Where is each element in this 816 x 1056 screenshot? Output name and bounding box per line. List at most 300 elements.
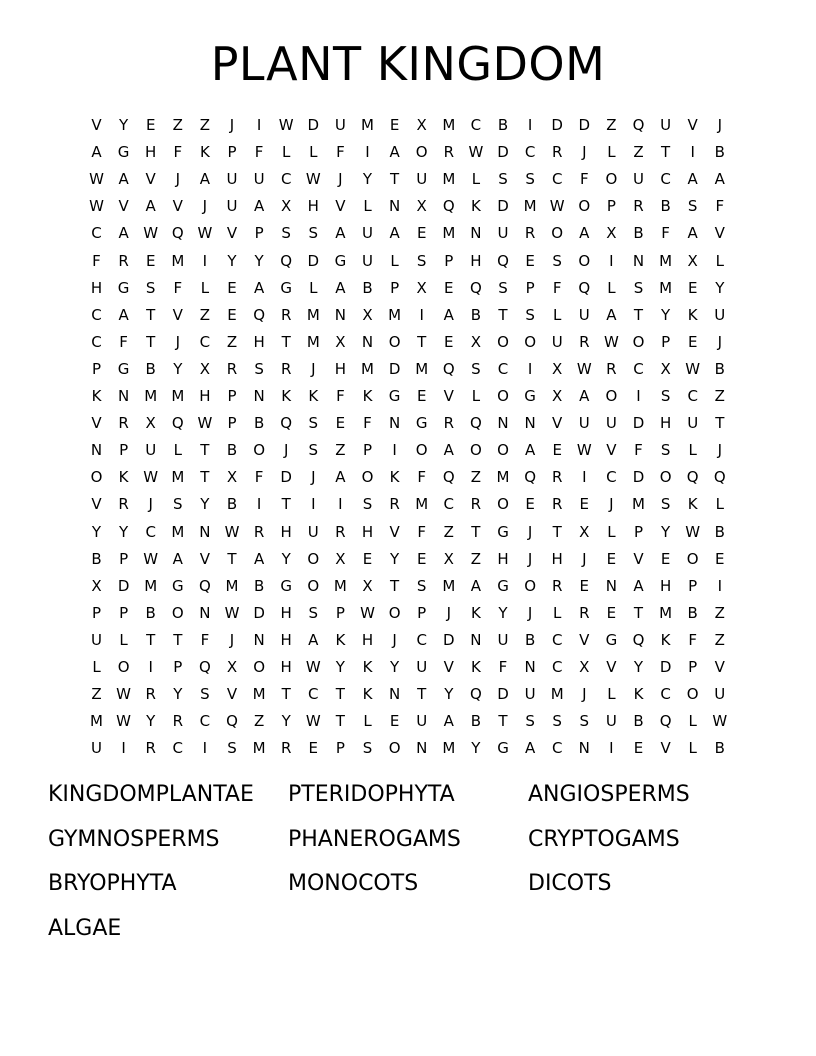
grid-letter[interactable]: L — [607, 278, 616, 297]
grid-letter[interactable]: E — [227, 305, 237, 324]
grid-letter[interactable]: Q — [442, 197, 455, 216]
grid-letter[interactable]: M — [659, 603, 673, 622]
grid-letter[interactable]: F — [688, 630, 697, 649]
grid-letter[interactable]: D — [388, 359, 401, 378]
grid-letter[interactable]: Q — [442, 359, 455, 378]
grid-letter[interactable]: B — [145, 603, 156, 622]
grid-letter[interactable]: A — [524, 739, 536, 758]
grid-letter[interactable]: W — [143, 468, 159, 487]
grid-letter[interactable]: Z — [714, 630, 725, 649]
grid-letter[interactable]: V — [118, 197, 129, 216]
grid-letter[interactable]: O — [307, 549, 320, 568]
grid-letter[interactable]: C — [416, 630, 427, 649]
grid-letter[interactable]: S — [416, 576, 427, 595]
grid-letter[interactable]: L — [471, 170, 481, 189]
grid-letter[interactable]: I — [609, 739, 614, 758]
grid-letter[interactable]: X — [362, 576, 373, 595]
grid-letter[interactable]: F — [634, 441, 643, 460]
grid-letter[interactable]: Q — [226, 712, 238, 731]
grid-letter[interactable]: L — [607, 522, 616, 541]
grid-letter[interactable]: M — [442, 170, 456, 189]
grid-letter[interactable]: E — [606, 603, 617, 622]
grid-letter[interactable]: I — [121, 739, 126, 758]
grid-letter[interactable]: A — [253, 197, 265, 216]
grid-letter[interactable]: S — [416, 251, 427, 270]
grid-letter[interactable]: J — [527, 549, 533, 568]
grid-letter[interactable]: A — [253, 549, 265, 568]
grid-letter[interactable]: F — [92, 251, 101, 270]
grid-letter[interactable]: A — [308, 630, 319, 649]
grid-letter[interactable]: D — [443, 630, 455, 649]
grid-letter[interactable]: U — [605, 414, 617, 433]
grid-letter[interactable]: M — [442, 224, 456, 243]
grid-letter[interactable]: K — [91, 387, 102, 405]
grid-letter[interactable]: D — [307, 116, 320, 134]
grid-letter[interactable]: I — [690, 143, 695, 162]
grid-letter[interactable]: V — [443, 658, 454, 676]
grid-letter[interactable]: U — [524, 685, 536, 704]
grid-letter[interactable]: Q — [280, 251, 293, 270]
grid-letter[interactable]: F — [254, 143, 264, 162]
grid-letter[interactable]: X — [226, 658, 238, 676]
grid-letter[interactable]: W — [468, 143, 484, 162]
grid-letter[interactable]: G — [605, 630, 618, 649]
grid-letter[interactable]: R — [551, 143, 563, 162]
grid-letter[interactable]: I — [527, 116, 533, 134]
grid-letter[interactable]: A — [443, 441, 454, 460]
grid-letter[interactable]: E — [416, 549, 427, 568]
grid-letter[interactable]: A — [118, 224, 129, 243]
grid-letter[interactable]: O — [605, 387, 618, 405]
grid-letter[interactable]: E — [444, 278, 454, 297]
grid-letter[interactable]: A — [524, 441, 536, 460]
grid-letter[interactable]: N — [117, 387, 130, 405]
grid-letter[interactable]: C — [660, 685, 671, 704]
grid-letter[interactable]: Q — [469, 414, 482, 433]
grid-letter[interactable]: J — [311, 359, 316, 378]
grid-letter[interactable]: Z — [714, 603, 725, 622]
grid-letter[interactable]: C — [91, 224, 102, 243]
grid-letter[interactable]: P — [227, 414, 237, 433]
grid-letter[interactable]: R — [551, 468, 563, 487]
grid-letter[interactable]: X — [335, 549, 346, 568]
grid-letter[interactable]: T — [661, 143, 671, 162]
grid-letter[interactable]: S — [525, 170, 535, 189]
grid-letter[interactable]: C — [91, 305, 102, 324]
grid-letter[interactable]: Y — [227, 251, 237, 270]
grid-letter[interactable]: Q — [713, 468, 726, 487]
grid-letter[interactable]: R — [633, 197, 644, 216]
grid-letter[interactable]: S — [525, 712, 535, 731]
grid-letter[interactable]: S — [687, 197, 698, 216]
grid-letter[interactable]: Q — [469, 685, 482, 704]
grid-letter[interactable]: B — [714, 359, 725, 378]
grid-letter[interactable]: I — [256, 495, 262, 514]
grid-letter[interactable]: Y — [254, 251, 264, 270]
grid-letter[interactable]: J — [338, 170, 343, 189]
grid-letter[interactable]: U — [714, 305, 726, 324]
grid-letter[interactable]: Z — [633, 143, 644, 162]
grid-letter[interactable]: X — [416, 197, 427, 216]
grid-letter[interactable]: Y — [281, 549, 291, 568]
grid-letter[interactable]: J — [311, 468, 316, 487]
grid-letter[interactable]: O — [497, 495, 509, 514]
grid-letter[interactable]: E — [362, 549, 373, 568]
grid-letter[interactable]: W — [685, 522, 701, 541]
grid-letter[interactable]: T — [335, 712, 345, 731]
grid-letter[interactable]: Y — [146, 712, 156, 731]
grid-letter[interactable]: T — [390, 170, 400, 189]
grid-letter[interactable]: C — [199, 712, 211, 731]
grid-letter[interactable]: U — [362, 224, 373, 243]
grid-letter[interactable]: C — [551, 170, 563, 189]
grid-letter[interactable]: M — [659, 251, 673, 270]
grid-letter[interactable]: D — [497, 143, 509, 162]
grid-letter[interactable]: L — [607, 685, 616, 704]
grid-letter[interactable]: Z — [606, 116, 617, 134]
grid-letter[interactable]: O — [632, 332, 645, 351]
grid-letter[interactable]: V — [579, 630, 590, 649]
grid-letter[interactable]: J — [392, 630, 397, 649]
grid-letter[interactable]: W — [360, 603, 375, 622]
grid-letter[interactable]: O — [497, 441, 509, 460]
grid-letter[interactable]: U — [91, 739, 102, 758]
grid-letter[interactable]: I — [202, 739, 208, 758]
grid-letter[interactable]: B — [633, 712, 644, 731]
grid-letter[interactable]: Y — [119, 116, 129, 134]
grid-letter[interactable]: P — [173, 658, 183, 676]
grid-letter[interactable]: Q — [171, 414, 184, 433]
grid-letter[interactable]: Y — [444, 685, 454, 704]
grid-letter[interactable]: I — [148, 658, 153, 676]
grid-letter[interactable]: U — [633, 170, 644, 189]
grid-letter[interactable]: A — [579, 224, 590, 243]
grid-letter[interactable]: D — [117, 576, 130, 595]
grid-letter[interactable]: W — [576, 441, 592, 460]
grid-letter[interactable]: O — [686, 549, 699, 568]
grid-letter[interactable]: B — [145, 359, 156, 378]
grid-letter[interactable]: D — [307, 251, 320, 270]
grid-letter[interactable]: F — [254, 468, 264, 487]
grid-letter[interactable]: J — [283, 441, 289, 460]
grid-letter[interactable]: X — [199, 359, 211, 378]
grid-letter[interactable]: R — [470, 495, 482, 514]
grid-letter[interactable]: C — [551, 739, 563, 758]
grid-letter[interactable]: E — [525, 495, 535, 514]
grid-letter[interactable]: R — [443, 143, 455, 162]
grid-letter[interactable]: Y — [281, 712, 291, 731]
grid-letter[interactable]: K — [687, 495, 698, 514]
grid-letter[interactable]: J — [527, 522, 533, 541]
grid-letter[interactable]: K — [281, 387, 292, 405]
grid-letter[interactable]: N — [632, 251, 645, 270]
grid-letter[interactable]: C — [280, 170, 292, 189]
grid-letter[interactable]: W — [89, 197, 104, 216]
grid-letter[interactable]: Z — [91, 685, 102, 704]
grid-letter[interactable]: V — [91, 495, 102, 514]
grid-letter[interactable]: A — [714, 170, 725, 189]
grid-letter[interactable]: M — [252, 685, 266, 704]
grid-letter[interactable]: C — [308, 685, 319, 704]
grid-letter[interactable]: K — [199, 143, 210, 162]
grid-letter[interactable]: H — [280, 658, 292, 676]
grid-letter[interactable]: W — [712, 712, 728, 731]
grid-letter[interactable]: O — [659, 468, 672, 487]
grid-letter[interactable]: T — [715, 414, 725, 433]
grid-letter[interactable]: P — [227, 143, 237, 162]
grid-letter[interactable]: P — [362, 441, 373, 460]
grid-letter[interactable]: Y — [661, 305, 671, 324]
grid-letter[interactable]: L — [715, 495, 724, 514]
grid-letter[interactable]: J — [148, 495, 153, 514]
grid-letter[interactable]: W — [278, 116, 294, 134]
grid-letter[interactable]: V — [91, 116, 102, 134]
grid-letter[interactable]: M — [388, 305, 402, 324]
grid-letter[interactable]: O — [578, 197, 591, 216]
grid-letter[interactable]: E — [416, 224, 427, 243]
grid-letter[interactable]: A — [172, 549, 183, 568]
grid-letter[interactable]: C — [443, 495, 455, 514]
grid-letter[interactable]: E — [416, 387, 427, 405]
grid-letter[interactable]: L — [688, 712, 697, 731]
grid-letter[interactable]: S — [308, 414, 319, 433]
grid-letter[interactable]: J — [175, 332, 181, 351]
grid-letter[interactable]: T — [281, 495, 291, 514]
grid-letter[interactable]: A — [443, 305, 454, 324]
grid-letter[interactable]: A — [199, 170, 211, 189]
grid-letter[interactable]: V — [226, 685, 238, 704]
grid-letter[interactable]: J — [582, 685, 587, 704]
grid-letter[interactable]: S — [145, 278, 156, 297]
grid-letter[interactable]: K — [633, 685, 644, 704]
grid-letter[interactable]: S — [498, 170, 508, 189]
grid-letter[interactable]: P — [444, 251, 454, 270]
grid-letter[interactable]: S — [308, 224, 319, 243]
grid-letter[interactable]: B — [497, 116, 509, 134]
grid-letter[interactable]: V — [552, 414, 563, 433]
grid-letter[interactable]: J — [202, 197, 208, 216]
grid-letter[interactable]: F — [336, 387, 345, 405]
grid-letter[interactable]: L — [607, 143, 616, 162]
grid-letter[interactable]: Y — [633, 658, 644, 676]
grid-letter[interactable]: F — [498, 658, 508, 676]
grid-letter[interactable]: X — [552, 359, 563, 378]
grid-letter[interactable]: P — [91, 359, 102, 378]
grid-letter[interactable]: Y — [335, 658, 345, 676]
grid-letter[interactable]: H — [307, 197, 319, 216]
grid-letter[interactable]: C — [551, 658, 563, 676]
grid-letter[interactable]: N — [199, 603, 211, 622]
grid-letter[interactable]: B — [470, 305, 482, 324]
grid-letter[interactable]: K — [362, 387, 373, 405]
grid-letter[interactable]: H — [145, 143, 157, 162]
grid-letter[interactable]: F — [661, 224, 670, 243]
grid-letter[interactable]: G — [117, 143, 130, 162]
grid-letter[interactable]: Q — [659, 712, 672, 731]
grid-letter[interactable]: V — [714, 658, 725, 676]
grid-letter[interactable]: S — [552, 712, 562, 731]
grid-letter[interactable]: Z — [253, 712, 265, 731]
grid-letter[interactable]: K — [389, 468, 400, 487]
grid-letter[interactable]: W — [305, 712, 321, 731]
grid-letter[interactable]: Q — [578, 278, 591, 297]
grid-letter[interactable]: L — [471, 387, 481, 405]
grid-letter[interactable]: M — [361, 359, 374, 378]
grid-letter[interactable]: B — [714, 522, 725, 541]
grid-letter[interactable]: D — [659, 658, 672, 676]
grid-letter[interactable]: V — [335, 197, 346, 216]
grid-letter[interactable]: M — [144, 576, 158, 595]
grid-letter[interactable]: D — [551, 116, 563, 134]
grid-letter[interactable]: N — [361, 332, 374, 351]
grid-letter[interactable]: U — [714, 685, 726, 704]
grid-letter[interactable]: Y — [173, 685, 183, 704]
grid-letter[interactable]: W — [305, 170, 321, 189]
grid-letter[interactable]: C — [660, 170, 671, 189]
grid-letter[interactable]: C — [91, 332, 102, 351]
grid-letter[interactable]: L — [715, 251, 724, 270]
grid-letter[interactable]: V — [172, 197, 183, 216]
grid-letter[interactable]: C — [606, 468, 617, 487]
grid-letter[interactable]: R — [118, 495, 129, 514]
grid-letter[interactable]: N — [388, 197, 401, 216]
grid-letter[interactable]: U — [362, 251, 373, 270]
grid-letter[interactable]: X — [91, 576, 102, 595]
grid-letter[interactable]: L — [363, 197, 372, 216]
grid-letter[interactable]: I — [527, 359, 533, 378]
grid-letter[interactable]: S — [660, 387, 671, 405]
grid-letter[interactable]: N — [524, 414, 536, 433]
grid-letter[interactable]: A — [606, 305, 617, 324]
grid-letter[interactable]: U — [145, 441, 157, 460]
grid-letter[interactable]: E — [335, 414, 346, 433]
grid-letter[interactable]: N — [199, 522, 211, 541]
grid-letter[interactable]: W — [685, 359, 701, 378]
grid-letter[interactable]: T — [146, 332, 156, 351]
grid-letter[interactable]: Q — [469, 278, 482, 297]
grid-letter[interactable]: T — [633, 305, 644, 324]
grid-letter[interactable]: A — [389, 224, 400, 243]
grid-letter[interactable]: T — [173, 630, 183, 649]
grid-letter[interactable]: S — [471, 359, 481, 378]
grid-letter[interactable]: B — [714, 143, 725, 162]
grid-letter[interactable]: I — [636, 387, 641, 405]
grid-letter[interactable]: A — [335, 468, 346, 487]
grid-letter[interactable]: Y — [200, 495, 210, 514]
grid-letter[interactable]: A — [579, 387, 590, 405]
grid-letter[interactable]: D — [632, 414, 645, 433]
grid-letter[interactable]: J — [582, 143, 587, 162]
grid-letter[interactable]: N — [90, 441, 103, 460]
grid-letter[interactable]: P — [525, 278, 535, 297]
grid-letter[interactable]: W — [143, 224, 159, 243]
grid-letter[interactable]: R — [280, 305, 292, 324]
grid-letter[interactable]: I — [609, 251, 614, 270]
grid-letter[interactable]: N — [497, 414, 509, 433]
grid-letter[interactable]: K — [687, 305, 698, 324]
grid-letter[interactable]: Y — [390, 549, 400, 568]
grid-letter[interactable]: Y — [362, 170, 373, 189]
grid-letter[interactable]: K — [660, 630, 671, 649]
grid-letter[interactable]: L — [553, 305, 562, 324]
grid-letter[interactable]: Q — [632, 630, 645, 649]
grid-letter[interactable]: P — [606, 197, 616, 216]
grid-letter[interactable]: B — [633, 224, 644, 243]
grid-letter[interactable]: F — [417, 522, 426, 541]
grid-letter[interactable]: V — [633, 549, 644, 568]
grid-letter[interactable]: A — [470, 576, 482, 595]
grid-letter[interactable]: M — [333, 576, 347, 595]
grid-letter[interactable]: S — [498, 278, 508, 297]
grid-letter[interactable]: J — [609, 495, 614, 514]
grid-letter[interactable]: S — [552, 251, 562, 270]
grid-letter[interactable]: S — [362, 739, 373, 758]
grid-letter[interactable]: H — [551, 549, 563, 568]
grid-letter[interactable]: V — [443, 387, 454, 405]
grid-letter[interactable]: N — [334, 305, 346, 324]
grid-letter[interactable]: W — [603, 332, 619, 351]
grid-letter[interactable]: U — [687, 414, 699, 433]
grid-letter[interactable]: U — [497, 224, 509, 243]
grid-letter[interactable]: E — [715, 549, 725, 568]
grid-letter[interactable]: N — [253, 630, 265, 649]
grid-letter[interactable]: X — [145, 414, 156, 433]
grid-letter[interactable]: A — [687, 224, 698, 243]
grid-letter[interactable]: J — [229, 630, 235, 649]
grid-letter[interactable]: E — [145, 116, 156, 134]
grid-letter[interactable]: E — [444, 332, 454, 351]
grid-letter[interactable]: S — [227, 739, 237, 758]
grid-letter[interactable]: H — [280, 522, 292, 541]
grid-letter[interactable]: F — [579, 170, 589, 189]
grid-letter[interactable]: P — [688, 658, 698, 676]
grid-letter[interactable]: Y — [390, 658, 400, 676]
grid-letter[interactable]: M — [225, 576, 239, 595]
grid-letter[interactable]: G — [171, 576, 184, 595]
grid-letter[interactable]: T — [146, 305, 156, 324]
grid-letter[interactable]: O — [497, 387, 509, 405]
grid-letter[interactable]: M — [306, 332, 320, 351]
grid-letter[interactable]: B — [687, 603, 698, 622]
grid-letter[interactable]: U — [605, 712, 617, 731]
grid-letter[interactable]: W — [143, 549, 159, 568]
grid-letter[interactable]: T — [200, 468, 210, 487]
grid-letter[interactable]: J — [229, 116, 235, 134]
grid-letter[interactable]: Q — [686, 468, 699, 487]
grid-letter[interactable]: Y — [661, 522, 671, 541]
grid-letter[interactable]: Y — [471, 739, 481, 758]
grid-letter[interactable]: H — [361, 522, 374, 541]
grid-letter[interactable]: T — [390, 576, 400, 595]
grid-letter[interactable]: Z — [199, 305, 211, 324]
grid-letter[interactable]: W — [89, 170, 104, 189]
grid-letter[interactable]: E — [227, 278, 237, 297]
grid-letter[interactable]: X — [443, 549, 454, 568]
grid-letter[interactable]: G — [524, 387, 536, 405]
grid-letter[interactable]: U — [307, 522, 319, 541]
grid-letter[interactable]: A — [633, 576, 644, 595]
grid-letter[interactable]: X — [281, 197, 292, 216]
grid-letter[interactable]: A — [91, 143, 102, 162]
grid-letter[interactable]: X — [362, 305, 373, 324]
grid-letter[interactable]: L — [553, 603, 562, 622]
grid-letter[interactable]: M — [415, 495, 429, 514]
grid-letter[interactable]: H — [90, 278, 103, 297]
grid-letter[interactable]: O — [469, 441, 482, 460]
grid-letter[interactable]: L — [688, 441, 697, 460]
grid-letter[interactable]: X — [335, 332, 346, 351]
grid-letter[interactable]: U — [334, 116, 346, 134]
